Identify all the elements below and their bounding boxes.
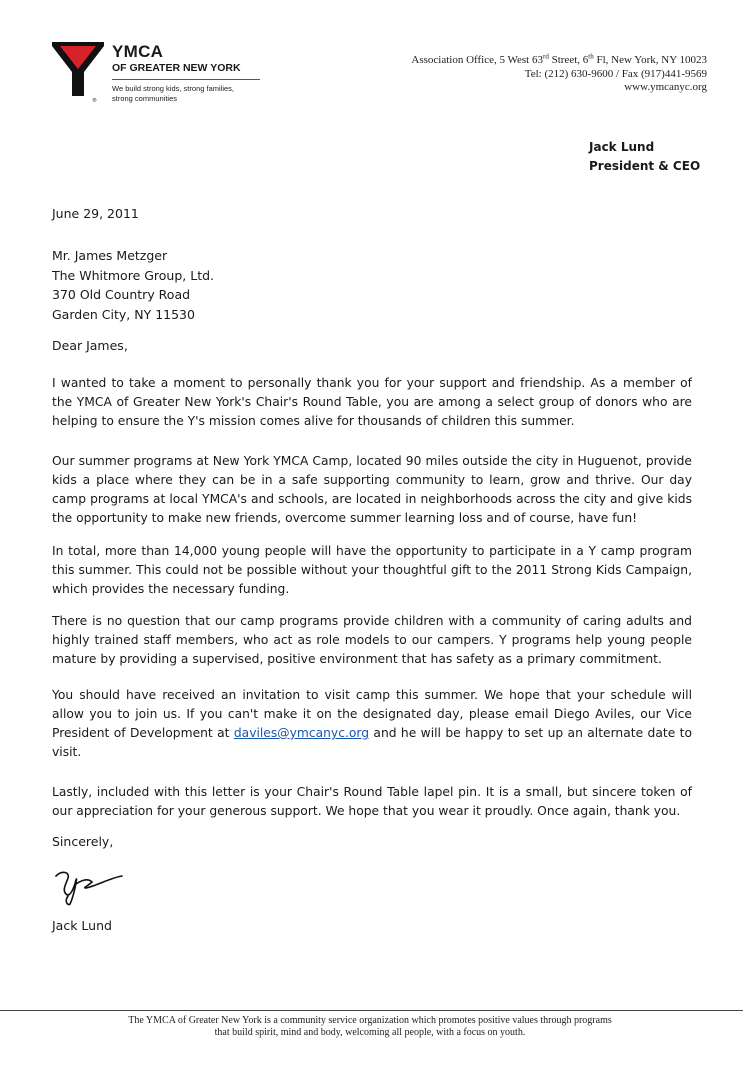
- signer-name: Jack Lund: [52, 918, 112, 933]
- recipient-company: The Whitmore Group, Ltd.: [52, 267, 215, 283]
- paragraph-3: In total, more than 14,000 young people will have the opportunity to participate in a Y camp program this summer. This could not be possible without your thoughtful gift to the 2011 Strong Kids Campaign, which provides the necessary funding.: [52, 544, 692, 596]
- org-name: YMCA: [112, 42, 164, 61]
- sender-block: [589, 138, 700, 176]
- sender-name: Jack Lund: [589, 140, 655, 154]
- office-phone-fax: Tel: (212) 630-9600 / Fax (917)441-9569: [524, 67, 707, 80]
- closing: Sincerely,: [52, 834, 114, 849]
- letter-date: June 29, 2011: [52, 206, 139, 221]
- paragraph-4: There is no question that our camp programs provide children with a community of caring adults and highly trained staff members, who act as role models to our campers. Y programs help young people mature by providing a supervised, positive environment that has safety as a primary commitment.: [52, 614, 692, 666]
- footer-statement: [60, 1015, 680, 1039]
- sender-title: President & CEO: [589, 159, 701, 173]
- tagline-line-2: strong communities: [112, 94, 178, 103]
- recipient-name: Mr. James Metzger: [52, 248, 168, 263]
- registered-mark: ®: [92, 98, 97, 104]
- footer-divider: [0, 1010, 743, 1011]
- salutation: Dear James,: [52, 338, 128, 353]
- office-address: [411, 54, 707, 95]
- paragraph-1: I wanted to take a moment to personally thank you for your support and friendship. As a member of the YMCA of Greater New York's Chair's Round Table, you are among a select group of donors who are helping to ensure the Y's mission comes alive for thousands of children this summer.: [52, 376, 692, 428]
- footer-line-1: The YMCA of Greater New York is a community service organization which promotes positive values through programs: [128, 1015, 612, 1026]
- org-region: OF GREATER NEW YORK: [112, 62, 241, 74]
- signature-image: [52, 866, 126, 906]
- ymca-logo-icon: [52, 42, 104, 104]
- paragraph-2: Our summer programs at New York YMCA Camp, located 90 miles outside the city in Huguenot, provide kids a place where they can be in a safe supporting community to learn, grow and thrive. Our day camp programs at local YMCA's and schools, are located in neighborhoods across the city and give kids the opportunity to make new friends, overcome summer learning loss and of course, have fun!: [52, 454, 692, 525]
- email-link[interactable]: daviles@ymcanyc.org: [233, 726, 370, 740]
- recipient-city: Garden City, NY 11530: [52, 306, 195, 322]
- office-website: www.ymcanyc.org: [624, 81, 707, 93]
- org-tagline: [112, 84, 272, 104]
- recipient-street: 370 Old Country Road: [52, 287, 191, 302]
- paragraph-6: Lastly, included with this letter is your Chair's Round Table lapel pin. It is a small, but sincere token of our appreciation for your generous support. We hope that you wear it proudly. Once again, thank you.: [52, 785, 692, 818]
- footer-line-2: that build spirit, mind and body, welcoming all people, with a focus on youth.: [214, 1027, 526, 1038]
- office-line-1: Association Office, 5 West 63rd Street, 6th Fl, New York, NY 10023: [411, 52, 707, 66]
- brand-divider: [112, 79, 260, 80]
- tagline-line-1: We build strong kids, strong families,: [112, 84, 234, 93]
- recipient-address: [52, 246, 214, 324]
- paragraph-5: You should have received an invitation to visit camp this summer. We hope that your schedule will allow you to join us. If you can't make it on the designated day, please email Diego Aviles, our Vice President of Development at daviles@ymcanyc.org and he will be happy to set up an alternate date to visit.: [52, 688, 692, 759]
